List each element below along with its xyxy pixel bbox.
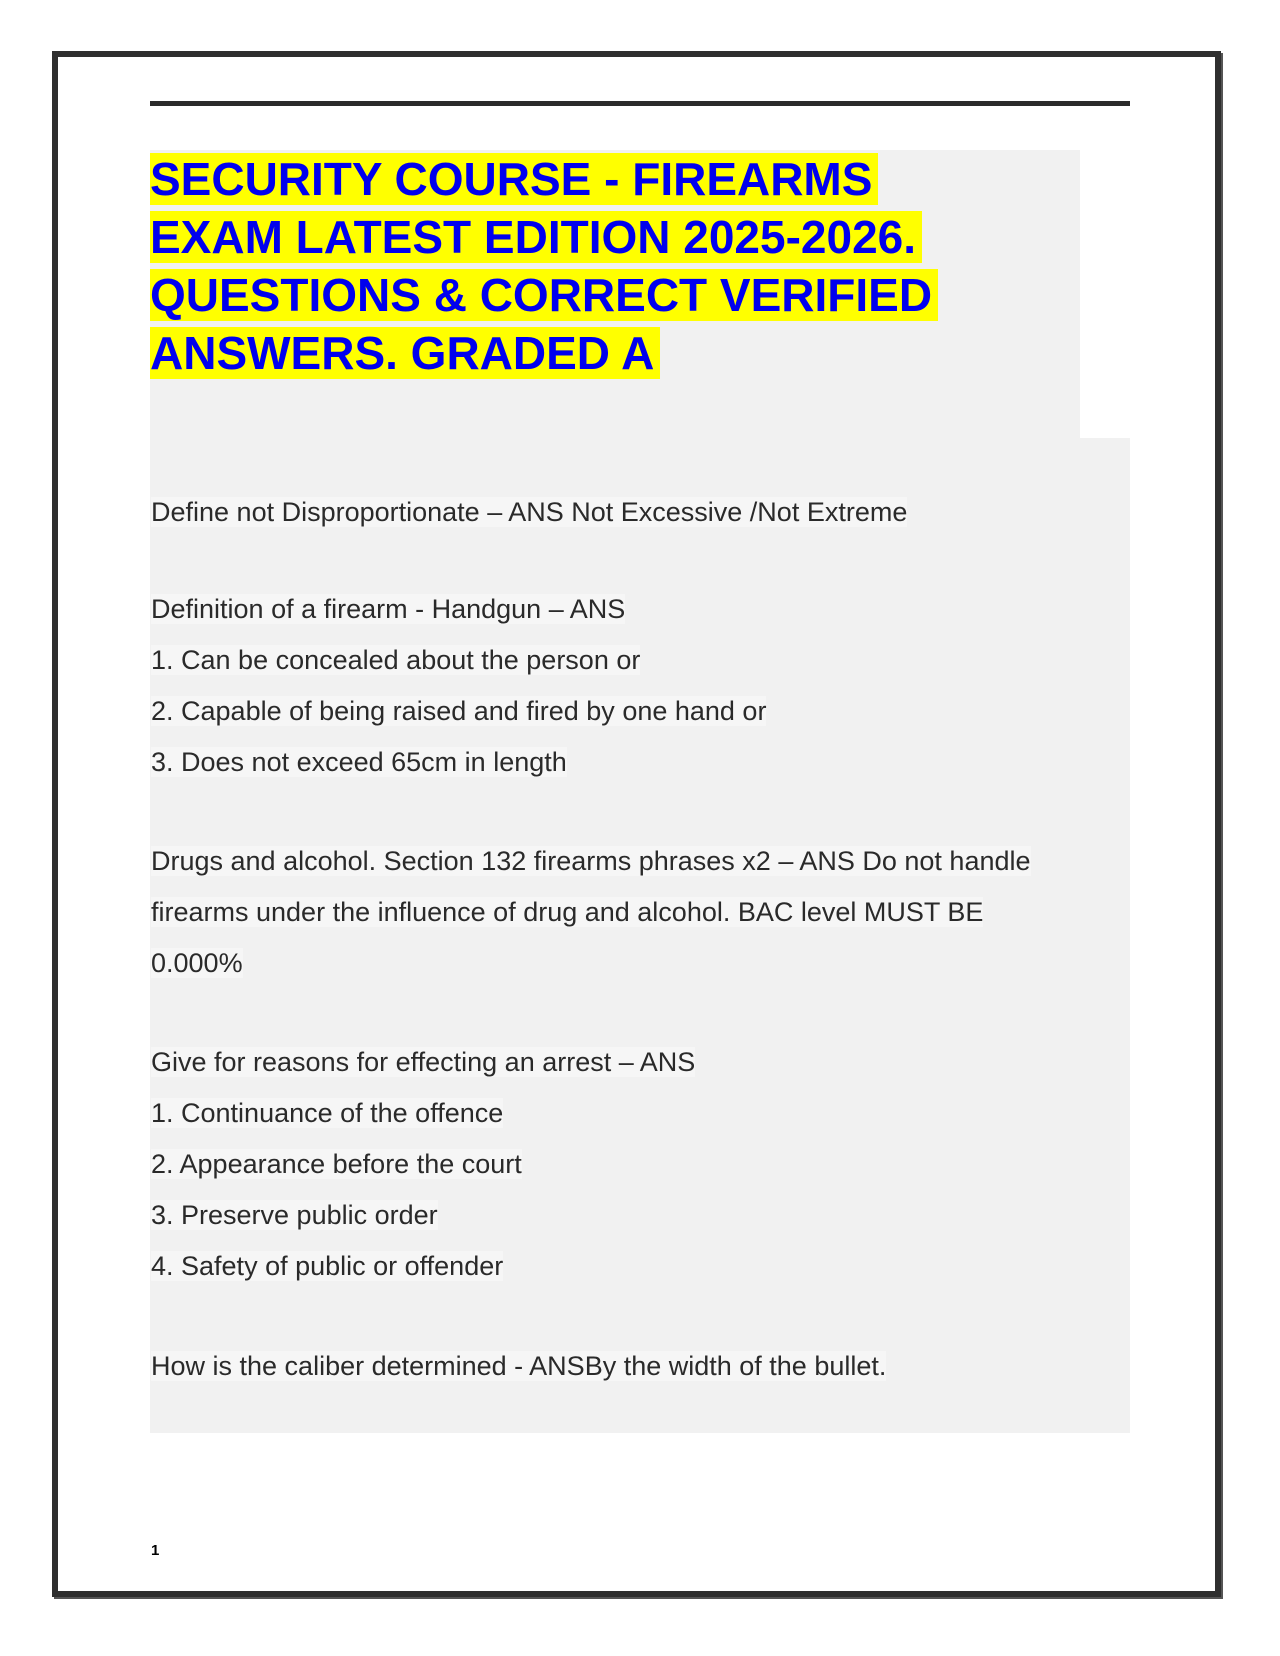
qa-item-drugs-alcohol bbox=[151, 836, 1121, 989]
qa-line: How is the caliber determined - ANSBy the width of the bullet. bbox=[151, 1351, 887, 1381]
qa-line: 2. Appearance before the court bbox=[151, 1149, 522, 1179]
document-title bbox=[150, 150, 1030, 382]
qa-line: 3. Preserve public order bbox=[151, 1200, 438, 1230]
qa-line: 4. Safety of public or offender bbox=[151, 1251, 504, 1281]
title-line-2: EXAM LATEST EDITION 2025-2026. bbox=[150, 211, 922, 263]
qa-line: 3. Does not exceed 65cm in length bbox=[151, 747, 567, 777]
page-number: 1 bbox=[151, 1542, 160, 1559]
qa-item-arrest-reasons bbox=[151, 1037, 1121, 1292]
qa-line: 1. Can be concealed about the person or bbox=[151, 645, 641, 675]
qa-line: 2. Capable of being raised and fired by one hand or bbox=[151, 696, 767, 726]
qa-line: 0.000% bbox=[151, 948, 243, 978]
qa-line: Give for reasons for effecting an arrest – ANS bbox=[151, 1047, 696, 1077]
qa-line: Definition of a firearm - Handgun – ANS bbox=[151, 594, 626, 624]
title-line-1: SECURITY COURSE - FIREARMS bbox=[150, 153, 878, 205]
title-line-3: QUESTIONS & CORRECT VERIFIED bbox=[150, 269, 938, 321]
header-rule bbox=[150, 101, 1130, 106]
qa-line: firearms under the influence of drug and alcohol. BAC level MUST BE bbox=[151, 897, 984, 927]
qa-line: Drugs and alcohol. Section 132 firearms phrases x2 – ANS Do not handle bbox=[151, 846, 1031, 876]
qa-line: 1. Continuance of the offence bbox=[151, 1098, 504, 1128]
qa-line: Define not Disproportionate – ANS Not Excessive /Not Extreme bbox=[151, 497, 908, 527]
qa-item-caliber bbox=[151, 1341, 1121, 1392]
qa-item-disproportionate bbox=[151, 487, 1121, 538]
qa-item-firearm-definition bbox=[151, 584, 1121, 788]
title-block bbox=[150, 150, 1080, 438]
title-line-4: ANSWERS. GRADED A bbox=[150, 327, 660, 379]
